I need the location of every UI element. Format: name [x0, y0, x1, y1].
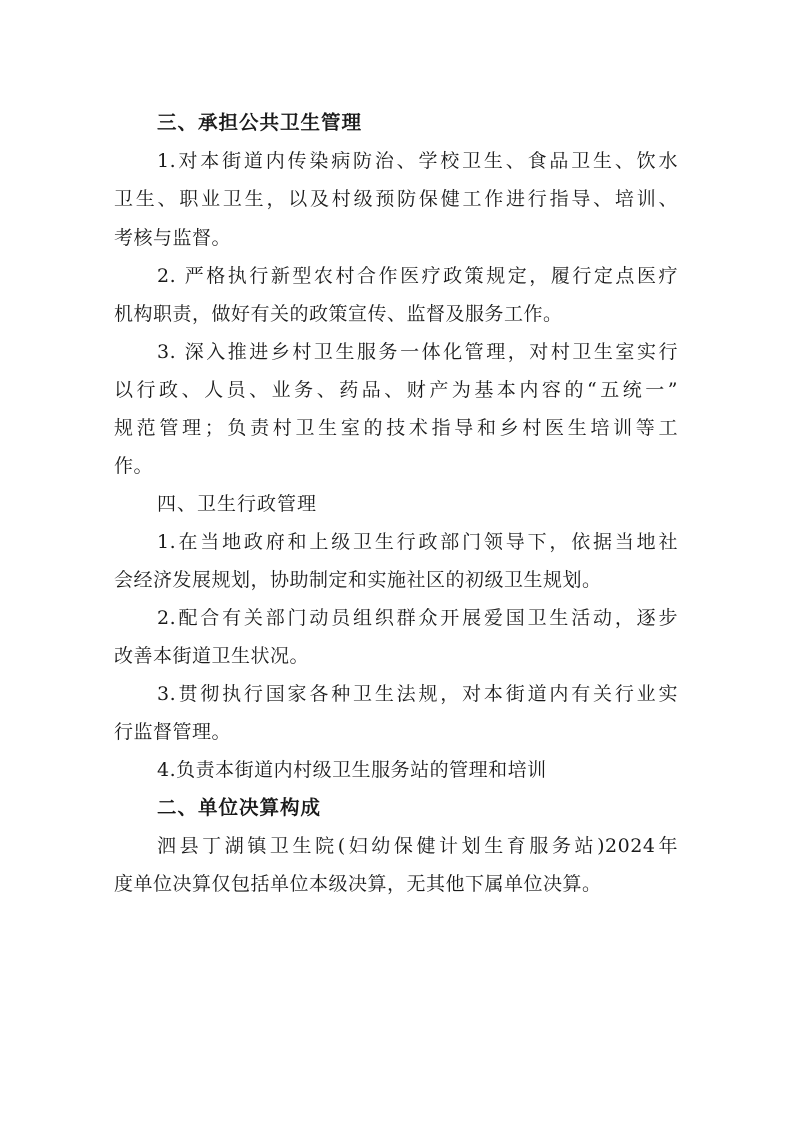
- section4-item1-line2: 会经济发展规划，协助制定和实施社区的初级卫生规划。: [114, 569, 602, 591]
- section3-item2-line2: 机构职责，做好有关的政策宣传、监督及服务工作。: [114, 303, 563, 325]
- part2-heading: 二、单位决算构成: [157, 796, 322, 819]
- section4-item3-line1: 3.贯彻执行国家各种卫生法规，对本街道内有关行业实: [157, 683, 678, 705]
- section3-item1-line2: 卫生、职业卫生，以及村级预防保健工作进行指导、培训、: [114, 188, 678, 210]
- section4-item3-line2: 行监督管理。: [114, 721, 232, 743]
- section3-item2-line1: 2. 严格执行新型农村合作医疗政策规定，履行定点医疗: [157, 265, 678, 287]
- section3-item3-line3: 规范管理；负责村卫生室的技术指导和乡村医生培训等工: [114, 417, 678, 439]
- section3-item3-line1: 3. 深入推进乡村卫生服务一体化管理，对村卫生室实行: [157, 341, 678, 363]
- section3-heading: 三、承担公共卫生管理: [157, 111, 363, 134]
- section3-item1-line1: 1.对本街道内传染病防治、学校卫生、食品卫生、饮水: [157, 150, 678, 172]
- section3-item1-line3: 考核与监督。: [114, 227, 232, 249]
- section3-item3-line4: 作。: [114, 455, 154, 477]
- section4-item2-line2: 改善本街道卫生状况。: [114, 645, 310, 667]
- section4-item2-line1: 2.配合有关部门动员组织群众开展爱国卫生活动，逐步: [157, 607, 678, 629]
- section3-item3-line2: 以行政、人员、业务、药品、财产为基本内容的“五统一”: [114, 379, 678, 401]
- part2-paragraph-line1: 泗县丁湖镇卫生院(妇幼保健计划生育服务站)2024年: [157, 835, 678, 857]
- section4-item1-line1: 1.在当地政府和上级卫生行政部门领导下，依据当地社: [157, 531, 678, 553]
- section4-heading: 四、卫生行政管理: [157, 493, 318, 515]
- part2-paragraph-line2: 度单位决算仅包括单位本级决算，无其他下属单位决算。: [114, 873, 602, 895]
- section4-item4-line1: 4.负责本街道内村级卫生服务站的管理和培训: [157, 759, 547, 781]
